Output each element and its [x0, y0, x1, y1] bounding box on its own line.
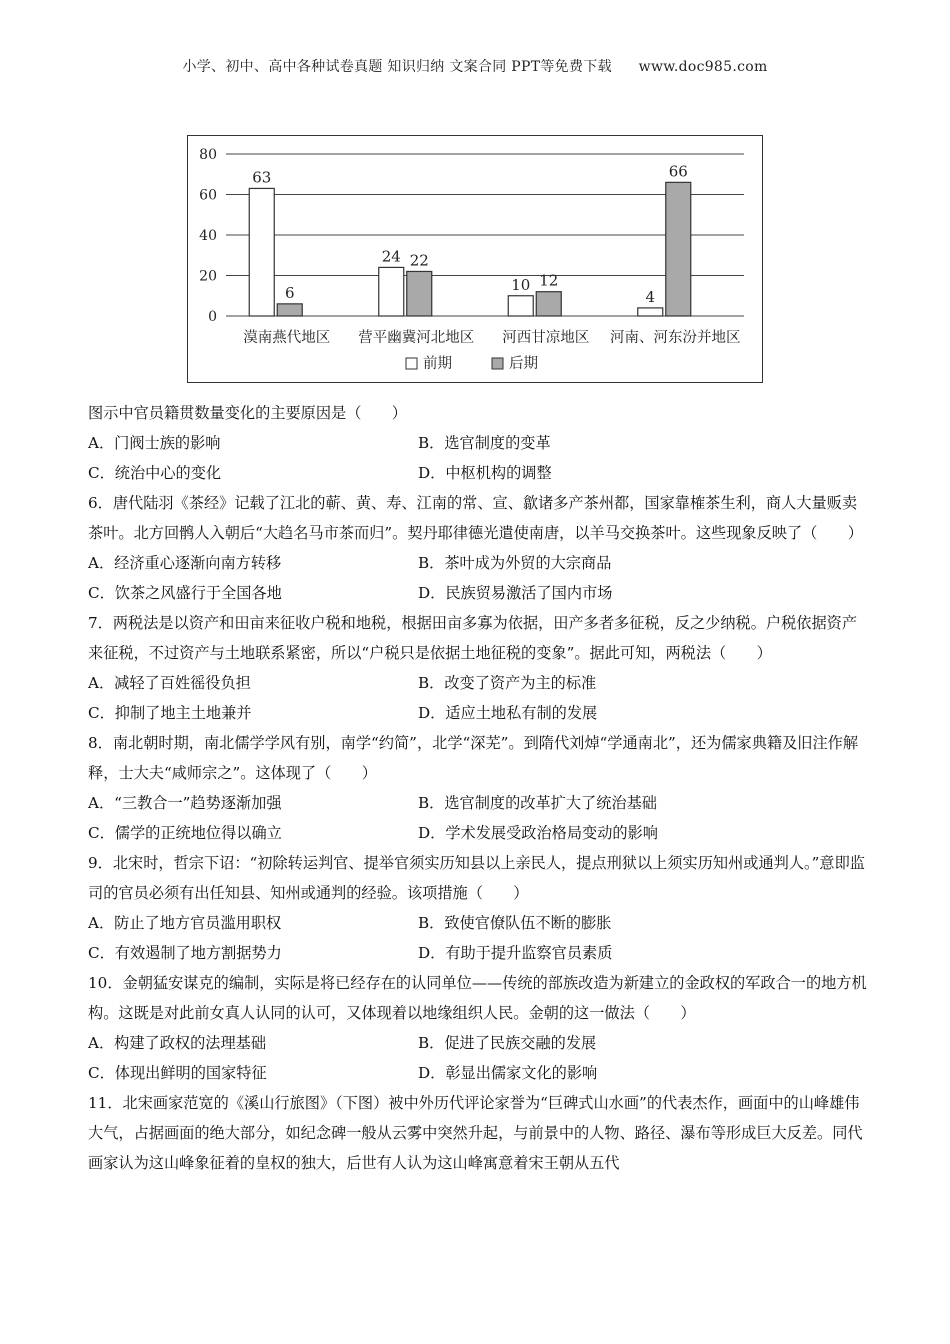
y-tick-label: 80: [199, 147, 217, 163]
option-b: B．促进了民族交融的发展: [418, 1034, 597, 1052]
option-d: D．中枢机构的调整: [418, 464, 552, 482]
legend-label: 后期: [509, 356, 538, 372]
option-d: D．有助于提升监察官员素质: [418, 944, 613, 962]
legend-swatch: [492, 358, 503, 369]
question-8: [88, 728, 868, 848]
option-a: A．门阀士族的影响: [88, 434, 221, 452]
bar-后期: [666, 182, 691, 316]
bar-前期: [249, 188, 274, 316]
option-a: A．构建了政权的法理基础: [88, 1034, 267, 1052]
question-9: [88, 848, 868, 968]
question-11: [88, 1088, 868, 1178]
legend-label: 前期: [423, 356, 452, 372]
bar-data-label: 12: [539, 271, 559, 290]
bar-前期: [638, 308, 663, 316]
bar-data-label: 63: [252, 168, 272, 187]
bar-前期: [379, 267, 404, 316]
option-b: B．选官制度的改革扩大了统治基础: [418, 794, 657, 812]
questions-area: [88, 398, 868, 1178]
option-d: D．彰显出儒家文化的影响: [418, 1064, 598, 1082]
question-6: [88, 488, 868, 608]
option-b: B．茶叶成为外贸的大宗商品: [418, 554, 612, 572]
option-c: C．统治中心的变化: [88, 464, 222, 482]
bar-data-label: 66: [668, 162, 688, 181]
question-stem: 10．金朝猛安谋克的编制，实际是将已经存在的认同单位——传统的部族改造为新建立的金政权的军政合一的地方机构。这既是对此前女真人认同的认可，又体现着以地缘组织人民。金朝的这一做法（ ）: [88, 974, 867, 1022]
x-tick-label: 营平幽冀河北地区: [358, 330, 475, 346]
page-header: [0, 56, 950, 76]
question-stem: 7．两税法是以资产和田亩来征收户税和地税，根据田亩多寡为依据，田产多者多征税，反之少纳税。户税依据资产来征税，不过资产与土地联系紧密，所以“户税只是依据土地征税的变象”。据此可知，两税法（ ）: [88, 614, 858, 662]
bar-后期: [407, 271, 432, 316]
question-stem: 8．南北朝时期，南北儒学学风有别，南学“约简”，北学“深芜”。到隋代刘焯“学通南北”，还为儒家典籍及旧注作解释，士大夫“咸师宗之”。这体现了（ ）: [88, 734, 859, 782]
option-d: D．适应土地私有制的发展: [418, 704, 598, 722]
option-c: C．饮茶之风盛行于全国各地: [88, 584, 282, 602]
x-tick-label: 漠南燕代地区: [243, 330, 331, 346]
option-b: B．致使官僚队伍不断的膨胀: [418, 914, 612, 932]
y-tick-label: 60: [199, 187, 217, 204]
option-a: A．经济重心逐渐向南方转移: [88, 554, 282, 572]
option-a: A．防止了地方官员滥用职权: [88, 914, 282, 932]
question-10: [88, 968, 868, 1088]
question-stem: 6．唐代陆羽《茶经》记载了江北的蕲、黄、寿、江南的常、宣、歙诸多产茶州都，国家靠榷茶生利，商人大量贩卖茶叶。北方回鹘人入朝后“大趋名马市茶而归”。契丹耶律德光遣使南唐，以羊马交换茶叶。这些现象反映了（ ）: [88, 494, 863, 542]
option-b: B．改变了资产为主的标准: [418, 674, 597, 692]
option-b: B．选官制度的变革: [418, 434, 551, 452]
x-tick-label: 河西甘凉地区: [502, 330, 590, 346]
bar-data-label: 6: [284, 283, 295, 302]
y-tick-label: 40: [199, 228, 217, 244]
bar-后期: [277, 304, 302, 316]
y-tick-label: 0: [208, 309, 217, 325]
bar-前期: [508, 296, 533, 316]
option-d: D．民族贸易激活了国内市场: [418, 584, 613, 602]
option-a: A．“三教合一”趋势逐渐加强: [88, 794, 282, 812]
x-tick-label: 河南、河东汾并地区: [610, 330, 741, 346]
option-d: D．学术发展受政治格局变动的影响: [418, 824, 658, 842]
option-c: C．体现出鲜明的国家特征: [88, 1064, 267, 1082]
header-site: www.doc985.com: [638, 59, 768, 75]
bar-chart-svg: [188, 136, 761, 381]
bar-data-label: 24: [381, 247, 401, 266]
question-5: [88, 398, 868, 488]
bar-data-label: 10: [511, 275, 531, 294]
legend-swatch: [406, 358, 417, 369]
option-c: C．抑制了地主土地兼并: [88, 704, 252, 722]
bar-后期: [536, 292, 561, 316]
bar-chart: [187, 135, 763, 383]
question-stem: 图示中官员籍贯数量变化的主要原因是（ ）: [88, 404, 407, 422]
bar-data-label: 22: [409, 251, 429, 270]
question-stem: 11．北宋画家范宽的《溪山行旅图》（下图）被中外历代评论家誉为“巨碑式山水画”的代表杰作，画面中的山峰雄伟大气，占据画面的绝大部分，如纪念碑一般从云雾中突然升起，与前景中的人物、路径、瀑布等形成巨大反差。同代画家认为这山峰象征着的皇权的独大，后世有人认为这山峰寓意着宋王朝从五代: [88, 1094, 863, 1172]
bar-data-label: 4: [645, 287, 656, 306]
y-tick-label: 20: [199, 268, 217, 285]
option-a: A．减轻了百姓徭役负担: [88, 674, 251, 692]
question-stem: 9．北宋时，哲宗下诏：“初除转运判官、提举官须实历知县以上亲民人，提点刑狱以上须实历知州或通判人。”意即监司的官员必须有出任知县、知州或通判的经验。该项措施（ ）: [88, 854, 865, 902]
question-7: [88, 608, 868, 728]
option-c: C．儒学的正统地位得以确立: [88, 824, 282, 842]
header-text: 小学、初中、高中各种试卷真题 知识归纳 文案合同 PPT等免费下载: [182, 59, 612, 75]
option-c: C．有效遏制了地方割据势力: [88, 944, 282, 962]
